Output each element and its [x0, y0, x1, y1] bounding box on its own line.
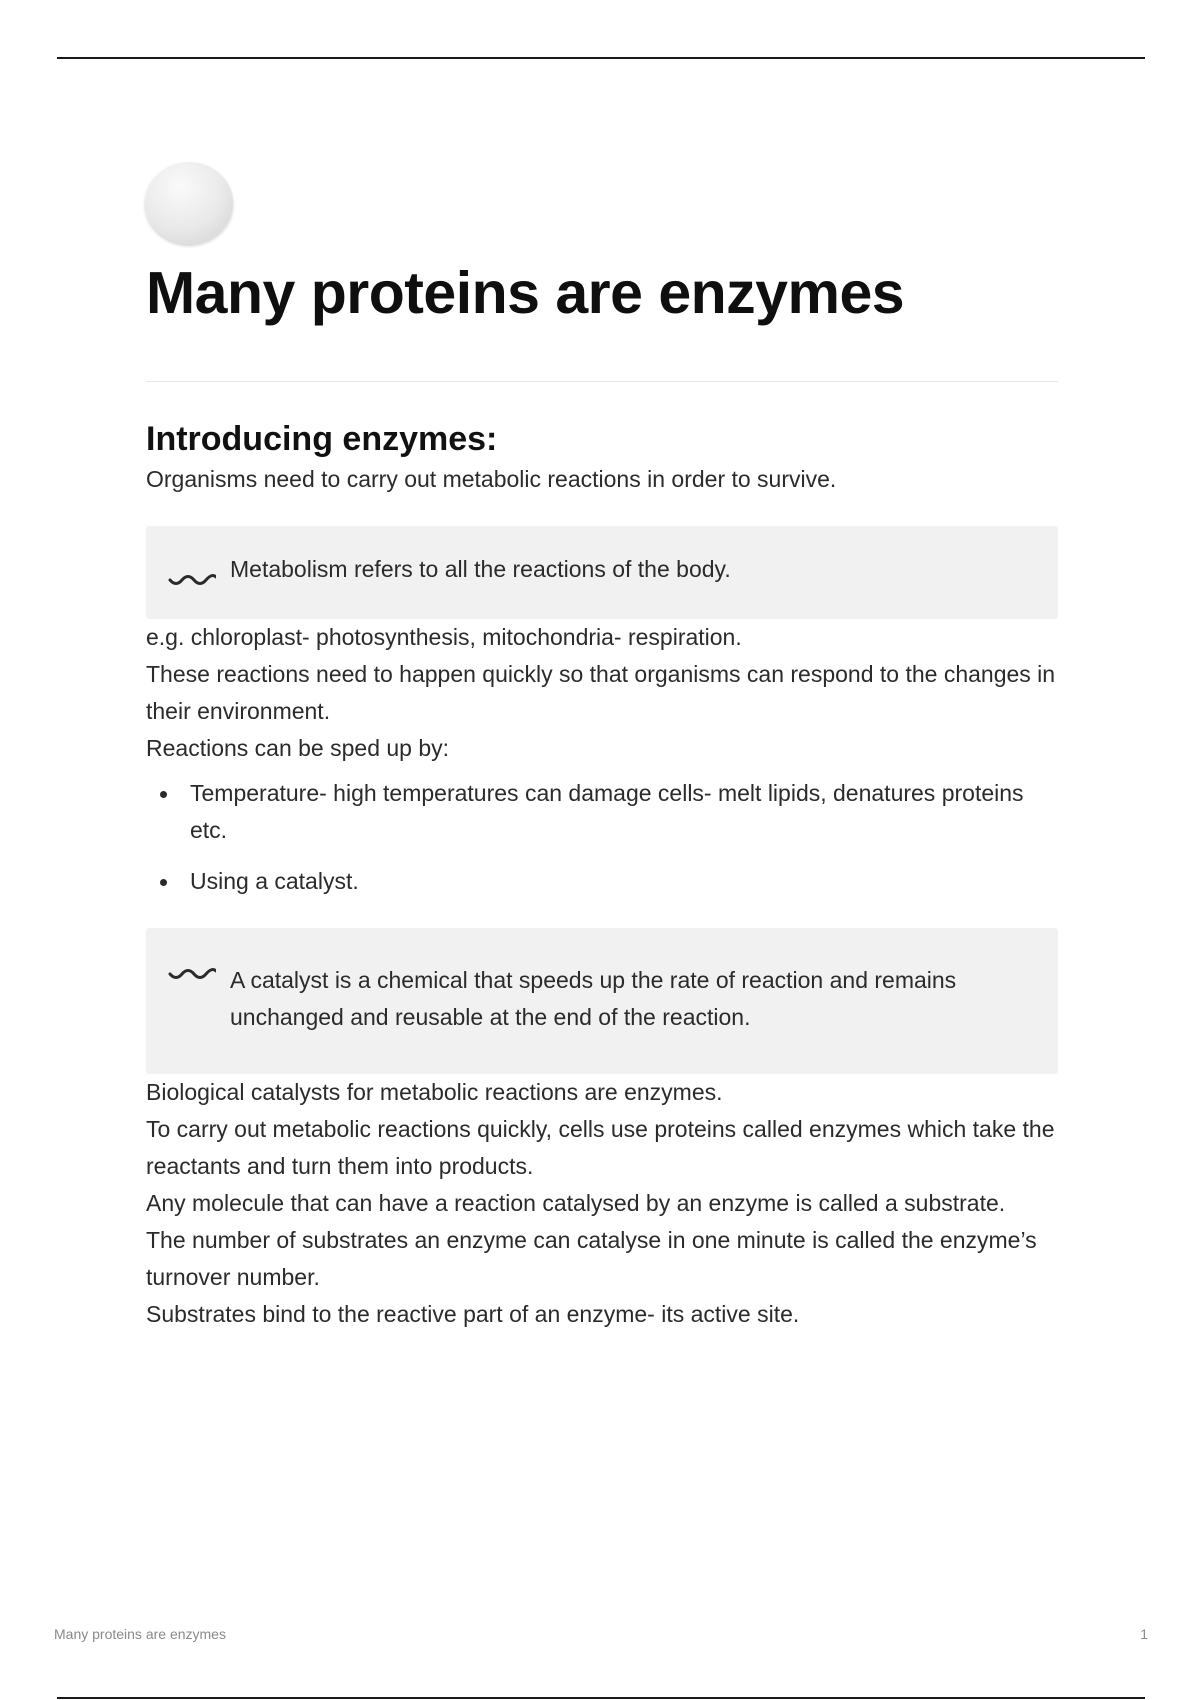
- title-divider: [146, 381, 1058, 382]
- paragraph: e.g. chloroplast- photosynthesis, mitochondria- respiration.: [146, 624, 742, 650]
- list-item-text: Using a catalyst.: [190, 868, 359, 894]
- bullet-dot-icon: [160, 879, 167, 886]
- bottom-rule: [57, 1697, 1145, 1699]
- paragraph: Biological catalysts for metabolic reactions are enzymes.: [146, 1079, 723, 1105]
- footer-title: Many proteins are enzymes: [54, 1626, 226, 1642]
- page-title: Many proteins are enzymes: [146, 260, 905, 326]
- bullet-list: [146, 775, 1058, 900]
- list-item: [146, 863, 1058, 900]
- paragraph: To carry out metabolic reactions quickly, cells use proteins called enzymes which take the reactants and turn them into products.: [146, 1116, 1055, 1179]
- callout-text: A catalyst is a chemical that speeds up the rate of reaction and remains unchanged and reusable at the end of the reaction.: [230, 967, 957, 1030]
- circle-icon: [145, 162, 233, 244]
- section-heading: Introducing enzymes:: [146, 420, 498, 458]
- list-item: [146, 775, 1058, 849]
- wave-icon: [168, 966, 216, 988]
- callout-text: Metabolism refers to all the reactions of the body.: [230, 556, 731, 582]
- paragraph: Reactions can be sped up by:: [146, 735, 450, 761]
- paragraph: The number of substrates an enzyme can catalyse in one minute is called the enzyme’s turnover number.: [146, 1227, 1037, 1290]
- top-rule: [57, 57, 1145, 59]
- intro-paragraph: Organisms need to carry out metabolic reactions in order to survive.: [146, 466, 837, 492]
- callout-catalyst: [146, 928, 1058, 1074]
- wave-icon: [168, 569, 216, 591]
- paragraph: Substrates bind to the reactive part of an enzyme- its active site.: [146, 1301, 800, 1327]
- list-item-text: Temperature- high temperatures can damage cells- melt lipids, denatures proteins etc.: [190, 780, 1024, 843]
- callout-metabolism: [146, 526, 1058, 619]
- paragraph: These reactions need to happen quickly so that organisms can respond to the changes in their environment.: [146, 661, 1056, 724]
- page-number: 1: [1140, 1626, 1148, 1642]
- paragraph: Any molecule that can have a reaction catalysed by an enzyme is called a substrate.: [146, 1190, 1006, 1216]
- page-content: [146, 255, 1058, 1333]
- bullet-dot-icon: [160, 791, 167, 798]
